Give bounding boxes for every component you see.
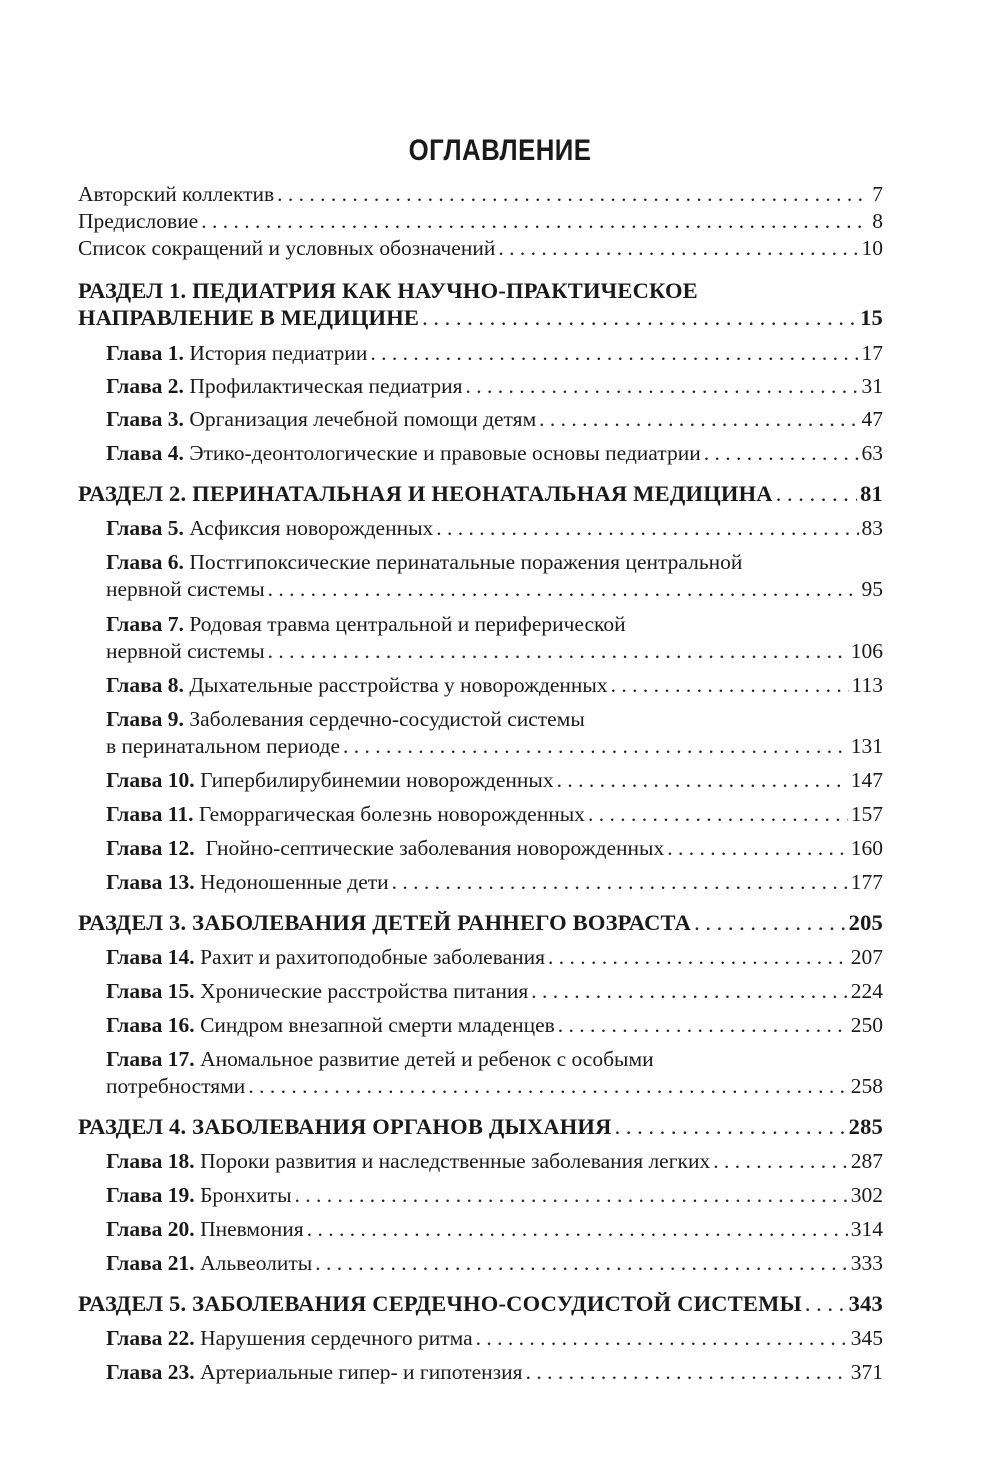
chapter-label: Глава 7. bbox=[106, 612, 184, 636]
toc-chapter-6-line1[interactable] bbox=[106, 549, 742, 575]
entry-text: Профилактическая педиатрия bbox=[189, 374, 463, 398]
entry-text: РАЗДЕЛ 2. ПЕРИНАТАЛЬНАЯ И НЕОНАТАЛЬНАЯ МЕДИЦИНА bbox=[78, 481, 773, 506]
chapter-label: Глава 8. bbox=[106, 673, 184, 697]
toc-chapter-20[interactable] bbox=[106, 1216, 883, 1242]
toc-entry-authors[interactable] bbox=[78, 181, 883, 207]
chapter-label: Глава 18. bbox=[106, 1149, 195, 1173]
entry-page: 113 bbox=[851, 673, 883, 697]
entry-text: Постгипоксические перинатальные поражения центральной bbox=[189, 550, 743, 574]
leader-dots bbox=[539, 406, 858, 432]
leader-dots bbox=[776, 481, 857, 507]
entry-text-cont: нервной системы bbox=[106, 639, 265, 663]
toc-chapter-7-line1[interactable] bbox=[106, 611, 626, 637]
entry-page: 343 bbox=[848, 1291, 883, 1316]
entry-text: Список сокращений и условных обозначений bbox=[78, 236, 496, 260]
entry-page: 47 bbox=[861, 407, 883, 431]
entry-page: 207 bbox=[850, 945, 883, 969]
chapter-label: Глава 22. bbox=[106, 1326, 195, 1350]
leader-dots bbox=[588, 801, 848, 827]
entry-text: Родовая травма центральной и периферической bbox=[189, 612, 626, 636]
chapter-label: Глава 17. bbox=[106, 1047, 195, 1071]
chapter-label: Глава 5. bbox=[106, 516, 184, 540]
toc-chapter-17[interactable] bbox=[106, 1073, 883, 1099]
chapter-label: Глава 20. bbox=[106, 1217, 195, 1241]
toc-chapter-2[interactable] bbox=[106, 373, 883, 399]
toc-chapter-22[interactable] bbox=[106, 1325, 883, 1351]
leader-dots bbox=[248, 1073, 847, 1099]
entry-page: 106 bbox=[850, 639, 883, 663]
toc-chapter-16[interactable] bbox=[106, 1012, 883, 1038]
leader-dots bbox=[307, 1216, 848, 1242]
entry-page: 302 bbox=[850, 1183, 883, 1207]
toc-section-3[interactable] bbox=[78, 910, 883, 936]
leader-dots bbox=[558, 1012, 848, 1038]
leader-dots bbox=[526, 1359, 848, 1385]
toc-chapter-10[interactable] bbox=[106, 767, 883, 793]
entry-page: 7 bbox=[872, 182, 883, 206]
toc-chapter-5[interactable] bbox=[106, 515, 883, 541]
leader-dots bbox=[436, 515, 858, 541]
toc-chapter-6[interactable] bbox=[106, 576, 883, 602]
entry-text: История педиатрии bbox=[189, 341, 368, 365]
entry-text: Асфиксия новорожденных bbox=[189, 516, 434, 540]
entry-text: НАПРАВЛЕНИЕ В МЕДИЦИНЕ bbox=[78, 305, 420, 330]
toc-chapter-8[interactable] bbox=[106, 672, 883, 698]
entry-text: РАЗДЕЛ 5. ЗАБОЛЕВАНИЯ СЕРДЕЧНО-СОСУДИСТОЙ СИСТЕМЫ bbox=[78, 1291, 802, 1316]
entry-text: Аномальное развитие детей и ребенок с особыми bbox=[200, 1047, 654, 1071]
toc-chapter-23[interactable] bbox=[106, 1359, 883, 1385]
toc-section-2[interactable] bbox=[78, 481, 883, 507]
toc-chapter-11[interactable] bbox=[106, 801, 883, 827]
chapter-label: Глава 23. bbox=[106, 1360, 195, 1384]
chapter-label: Глава 9. bbox=[106, 707, 184, 731]
entry-text: РАЗДЕЛ 3. ЗАБОЛЕВАНИЯ ДЕТЕЙ РАННЕГО ВОЗРАСТА bbox=[78, 910, 692, 935]
entry-page: 258 bbox=[850, 1074, 883, 1098]
chapter-label: Глава 19. bbox=[106, 1183, 195, 1207]
leader-dots bbox=[557, 767, 848, 793]
entry-page: 205 bbox=[848, 910, 883, 935]
entry-text: Дыхательные расстройства у новорожденных bbox=[189, 673, 608, 697]
leader-dots bbox=[615, 1114, 846, 1140]
toc-chapter-3[interactable] bbox=[106, 406, 883, 432]
chapter-label: Глава 13. bbox=[106, 870, 195, 894]
entry-page: 157 bbox=[850, 802, 883, 826]
entry-page: 177 bbox=[850, 870, 883, 894]
entry-page: 31 bbox=[861, 374, 883, 398]
entry-text: Пневмония bbox=[200, 1217, 304, 1241]
entry-text: Хронические расстройства питания bbox=[200, 979, 529, 1003]
toc-chapter-9-line1[interactable] bbox=[106, 706, 585, 732]
entry-page: 10 bbox=[861, 236, 883, 260]
entry-page: 83 bbox=[861, 516, 883, 540]
leader-dots bbox=[548, 944, 848, 970]
entry-page: 17 bbox=[861, 341, 883, 365]
entry-text-cont: нервной системы bbox=[106, 577, 265, 601]
chapter-label: Глава 6. bbox=[106, 550, 184, 574]
leader-dots bbox=[268, 638, 848, 664]
leader-dots bbox=[343, 733, 848, 759]
entry-page: 314 bbox=[850, 1217, 883, 1241]
entry-text: Геморрагическая болезнь новорожденных bbox=[198, 802, 585, 826]
entry-page: 147 bbox=[850, 768, 883, 792]
toc-chapter-14[interactable] bbox=[106, 944, 883, 970]
toc-chapter-21[interactable] bbox=[106, 1250, 883, 1276]
leader-dots bbox=[268, 576, 859, 602]
chapter-label: Глава 11. bbox=[106, 802, 194, 826]
entry-text-cont: потребностями bbox=[106, 1074, 246, 1098]
chapter-label: Глава 1. bbox=[106, 341, 184, 365]
chapter-label: Глава 2. bbox=[106, 374, 184, 398]
entry-page: 95 bbox=[861, 577, 883, 601]
chapter-label: Глава 15. bbox=[106, 979, 195, 1003]
entry-page: 250 bbox=[850, 1013, 883, 1037]
entry-text: Организация лечебной помощи детям bbox=[189, 407, 537, 431]
leader-dots bbox=[805, 1291, 846, 1317]
entry-text: Бронхиты bbox=[200, 1183, 292, 1207]
leader-dots bbox=[476, 1325, 848, 1351]
entry-text: Заболевания сердечно-сосудистой системы bbox=[189, 707, 585, 731]
entry-page: 224 bbox=[850, 979, 883, 1003]
leader-dots bbox=[295, 1182, 848, 1208]
entry-text: Альвеолиты bbox=[200, 1251, 313, 1275]
entry-page: 15 bbox=[860, 305, 883, 330]
toc-section-4[interactable] bbox=[78, 1114, 883, 1140]
leader-dots bbox=[277, 181, 869, 207]
leader-dots bbox=[611, 672, 849, 698]
entry-text: Этико-деонтологические и правовые основы педиатрии bbox=[189, 441, 701, 465]
toc-chapter-17-line1[interactable] bbox=[106, 1046, 654, 1072]
toc-section-5[interactable] bbox=[78, 1291, 883, 1317]
entry-text: РАЗДЕЛ 4. ЗАБОЛЕВАНИЯ ОРГАНОВ ДЫХАНИЯ bbox=[78, 1114, 612, 1139]
entry-page: 285 bbox=[848, 1114, 883, 1139]
leader-dots bbox=[465, 373, 858, 399]
entry-page: 287 bbox=[850, 1149, 883, 1173]
entry-page: 345 bbox=[850, 1326, 883, 1350]
leader-dots bbox=[498, 235, 858, 261]
leader-dots bbox=[704, 440, 859, 466]
toc-section-1-title-line1[interactable]: РАЗДЕЛ 1. ПЕДИАТРИЯ КАК НАУЧНО-ПРАКТИЧЕСКОЕ bbox=[78, 278, 698, 303]
entry-page: 333 bbox=[850, 1251, 883, 1275]
leader-dots bbox=[667, 835, 848, 861]
leader-dots bbox=[713, 1148, 848, 1174]
entry-text: Авторский коллектив bbox=[78, 182, 275, 206]
entry-page: 63 bbox=[861, 441, 883, 465]
toc-chapter-18[interactable] bbox=[106, 1148, 883, 1174]
entry-page: 131 bbox=[850, 734, 883, 758]
toc-chapter-1[interactable] bbox=[106, 340, 883, 366]
entry-text: Пороки развития и наследственные заболевания легких bbox=[200, 1149, 711, 1173]
entry-text: Гнойно-септические заболевания новорожденных bbox=[205, 836, 665, 860]
chapter-label: Глава 21. bbox=[106, 1251, 195, 1275]
leader-dots bbox=[422, 305, 857, 331]
toc-chapter-9[interactable] bbox=[106, 733, 883, 759]
entry-text: Недоношенные дети bbox=[200, 870, 389, 894]
toc-entry-preface[interactable] bbox=[78, 208, 883, 234]
toc-chapter-4[interactable] bbox=[106, 440, 883, 466]
entry-text: Предисловие bbox=[78, 209, 199, 233]
toc-chapter-7[interactable] bbox=[106, 638, 883, 664]
entry-text: Артериальные гипер- и гипотензия bbox=[200, 1360, 523, 1384]
chapter-label: Глава 12. bbox=[106, 836, 195, 860]
entry-text-cont: в перинатальном периоде bbox=[106, 734, 340, 758]
entry-text: Гипербилирубинемии новорожденных bbox=[200, 768, 554, 792]
leader-dots bbox=[531, 978, 847, 1004]
chapter-label: Глава 3. bbox=[106, 407, 184, 431]
entry-page: 81 bbox=[860, 481, 883, 506]
page-title: ОГЛАВЛЕНИЕ bbox=[408, 134, 592, 167]
chapter-label: Глава 10. bbox=[106, 768, 195, 792]
leader-dots bbox=[315, 1250, 848, 1276]
toc-section-1[interactable] bbox=[78, 305, 883, 331]
leader-dots bbox=[392, 869, 848, 895]
leader-dots bbox=[201, 208, 869, 234]
toc-chapter-19[interactable] bbox=[106, 1182, 883, 1208]
entry-page: 160 bbox=[850, 836, 883, 860]
toc-entry-abbreviations[interactable] bbox=[78, 235, 883, 261]
entry-page: 8 bbox=[872, 209, 883, 233]
chapter-label: Глава 14. bbox=[106, 945, 195, 969]
chapter-label: Глава 4. bbox=[106, 441, 184, 465]
toc-chapter-15[interactable] bbox=[106, 978, 883, 1004]
toc-chapter-13[interactable] bbox=[106, 869, 883, 895]
chapter-label: Глава 16. bbox=[106, 1013, 195, 1037]
entry-page: 371 bbox=[850, 1360, 883, 1384]
toc-chapter-12[interactable] bbox=[106, 835, 883, 861]
entry-text: Нарушения сердечного ритма bbox=[200, 1326, 473, 1350]
leader-dots bbox=[694, 910, 846, 936]
entry-text: Синдром внезапной смерти младенцев bbox=[200, 1013, 555, 1037]
leader-dots bbox=[370, 340, 858, 366]
entry-text: Рахит и рахитоподобные заболевания bbox=[200, 945, 546, 969]
